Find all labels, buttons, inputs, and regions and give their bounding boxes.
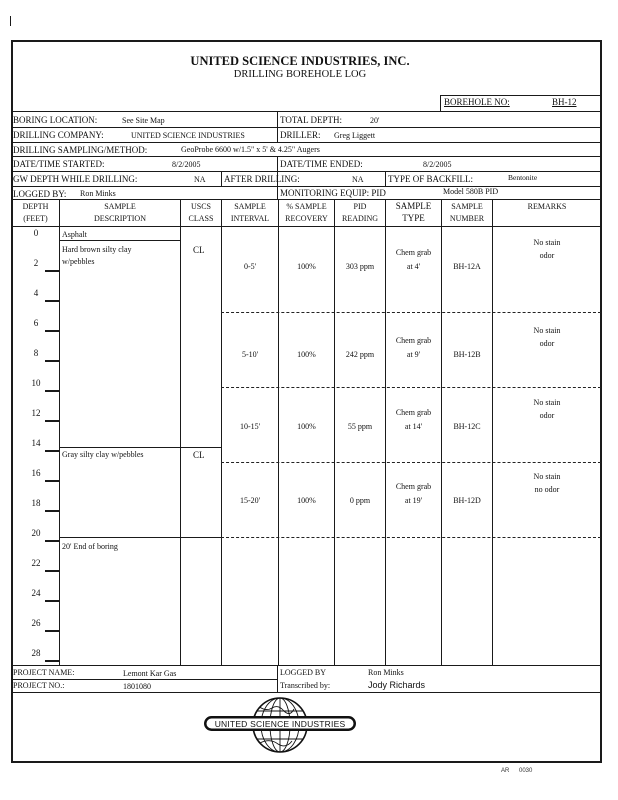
drilling-company-value: UNITED SCIENCE INDUSTRIES [131, 131, 245, 140]
sample-type-line1: Chem grab [395, 248, 432, 257]
boring-location-label: BORING LOCATION: [13, 115, 98, 125]
footer-logged-label: LOGGED BY [280, 668, 326, 677]
date-started-value: 8/2/2005 [172, 160, 201, 169]
sample-type-line1: Chem grab [395, 482, 432, 491]
total-depth-label: TOTAL DEPTH: [280, 115, 343, 125]
sample-type-line1: Chem grab [395, 408, 432, 417]
sample-type-line1: Chem grab [395, 336, 432, 345]
depth-tick [45, 300, 60, 302]
col-type-1: SAMPLE [395, 201, 432, 211]
project-no-value: 1801080 [123, 682, 151, 691]
depth-label: 24 [31, 588, 41, 598]
remarks-line1: No stain [533, 472, 561, 481]
gw-depth-label: GW DEPTH WHILE DRILLING: [13, 174, 138, 184]
logged-by-label: LOGGED BY: [13, 189, 67, 199]
page-mark: AR 0030 [501, 768, 533, 774]
after-drilling-label: AFTER DRILLING: [224, 174, 300, 184]
pid-reading: 0 ppm [349, 496, 371, 505]
form-title: DRILLING BOREHOLE LOG [233, 69, 367, 80]
depth-label: 20 [31, 528, 41, 538]
remarks-line2: odor [539, 251, 555, 260]
desc-gray-clay: Gray silty clay w/pebbles [62, 450, 144, 459]
sample-recovery: 100% [297, 262, 316, 271]
depth-tick [45, 450, 60, 452]
depth-label: 18 [31, 498, 41, 508]
uscs-2: CL [193, 450, 205, 460]
project-name-label: PROJECT NAME: [13, 668, 75, 677]
col-pid-2: READING [342, 214, 378, 223]
pid-reading: 303 ppm [345, 262, 375, 271]
gw-depth-value: NA [194, 175, 206, 184]
col-pid-1: PID [353, 202, 367, 211]
depth-label: 10 [31, 378, 41, 388]
depth-label: 8 [33, 348, 39, 358]
desc-clay-2: w/pebbles [62, 257, 95, 266]
sample-type-line2: at 19' [404, 496, 423, 505]
col-number-1: SAMPLE [451, 202, 483, 211]
sample-type-line2: at 14' [404, 422, 423, 431]
date-ended-label: DATE/TIME ENDED: [280, 159, 363, 169]
depth-tick [45, 270, 60, 272]
logo-text: UNITED SCIENCE INDUSTRIES [214, 718, 346, 729]
drilling-company-label: DRILLING COMPANY: [13, 130, 104, 140]
desc-end-boring: 20' End of boring [62, 542, 118, 551]
remarks-line1: No stain [533, 398, 561, 407]
col-number-2: NUMBER [449, 214, 485, 223]
sample-recovery: 100% [297, 350, 316, 359]
depth-tick [45, 360, 60, 362]
sampling-method-label: DRILLING SAMPLING/METHOD: [13, 145, 148, 155]
boring-location-value: See Site Map [122, 116, 165, 125]
pid-reading: 242 ppm [345, 350, 375, 359]
desc-asphalt: Asphalt [62, 230, 87, 239]
monitoring-equip-value: Model 580B PID [443, 187, 499, 196]
sample-recovery: 100% [297, 496, 316, 505]
depth-label: 22 [31, 558, 41, 568]
company-logo [200, 696, 360, 754]
col-interval-1: SAMPLE [234, 202, 266, 211]
project-name-value: Lemont Kar Gas [123, 669, 177, 678]
project-no-label: PROJECT NO.: [13, 681, 65, 690]
depth-tick [45, 420, 60, 422]
col-uscs-2: CLASS [188, 214, 214, 223]
driller-label: DRILLER: [280, 130, 321, 140]
borehole-number: BH-12 [552, 97, 577, 107]
col-recovery-1: % SAMPLE [286, 202, 327, 211]
depth-tick [45, 330, 60, 332]
depth-label: 2 [33, 258, 39, 268]
sample-interval: 5-10' [241, 350, 259, 359]
transcribed-value: Jody Richards [368, 680, 426, 690]
depth-label: 6 [33, 318, 39, 328]
remarks-line2: odor [539, 339, 555, 348]
col-recovery-2: RECOVERY [285, 214, 328, 223]
depth-label: 26 [31, 618, 41, 628]
depth-tick [45, 600, 60, 602]
col-depth-2: (FEET) [23, 214, 48, 223]
sample-interval: 10-15' [239, 422, 261, 431]
sample-number: BH-12B [453, 350, 481, 359]
depth-tick [45, 570, 60, 572]
remarks-line2: no odor [534, 485, 560, 494]
desc-clay-1: Hard brown silty clay [62, 245, 132, 254]
depth-label: 0 [33, 228, 39, 238]
depth-label: 14 [31, 438, 41, 448]
sample-interval: 0-5' [243, 262, 257, 271]
depth-label: 28 [31, 648, 41, 658]
after-drilling-value: NA [352, 175, 364, 184]
driller-value: Greg Liggett [334, 131, 376, 140]
col-interval-2: INTERVAL [230, 214, 270, 223]
depth-tick [45, 480, 60, 482]
depth-label: 12 [31, 408, 41, 418]
remarks-line1: No stain [533, 238, 561, 247]
depth-tick [45, 660, 60, 662]
depth-label: 16 [31, 468, 41, 478]
footer-logged-value: Ron Minks [368, 668, 404, 677]
uscs-1: CL [193, 245, 205, 255]
depth-tick [45, 390, 60, 392]
total-depth-value: 20' [370, 116, 380, 125]
sample-number: BH-12A [453, 262, 481, 271]
pid-reading: 55 ppm [347, 422, 373, 431]
col-depth-1: DEPTH [22, 202, 49, 211]
borehole-label: BOREHOLE NO: [444, 97, 510, 107]
col-description-2: DESCRIPTION [93, 214, 146, 223]
sample-type-line2: at 9' [406, 350, 421, 359]
sample-type-line2: at 4' [406, 262, 421, 271]
depth-tick [45, 630, 60, 632]
remarks-line1: No stain [533, 326, 561, 335]
monitoring-equip-label: MONITORING EQUIP: PID [280, 188, 386, 198]
remarks-line2: odor [539, 411, 555, 420]
depth-tick [45, 540, 60, 542]
transcribed-label: Transcribed by: [280, 681, 331, 690]
col-remarks: REMARKS [527, 202, 567, 211]
col-uscs-1: USCS [190, 202, 211, 211]
col-type-2: TYPE [402, 213, 425, 223]
depth-label: 4 [33, 288, 39, 298]
sample-recovery: 100% [297, 422, 316, 431]
backfill-label: TYPE OF BACKFILL: [388, 174, 474, 184]
col-description-1: SAMPLE [104, 202, 136, 211]
backfill-value: Bentonite [508, 173, 538, 182]
sampling-method-value: GeoProbe 6600 w/1.5" x 5' & 4.25" Augers [181, 145, 320, 154]
sample-number: BH-12D [453, 496, 481, 505]
depth-tick [45, 510, 60, 512]
sample-number: BH-12C [453, 422, 481, 431]
date-started-label: DATE/TIME STARTED: [13, 159, 105, 169]
date-ended-value: 8/2/2005 [423, 160, 452, 169]
sample-interval: 15-20' [239, 496, 261, 505]
logged-by-value: Ron Minks [80, 189, 116, 198]
company-title: UNITED SCIENCE INDUSTRIES, INC. [190, 54, 410, 68]
